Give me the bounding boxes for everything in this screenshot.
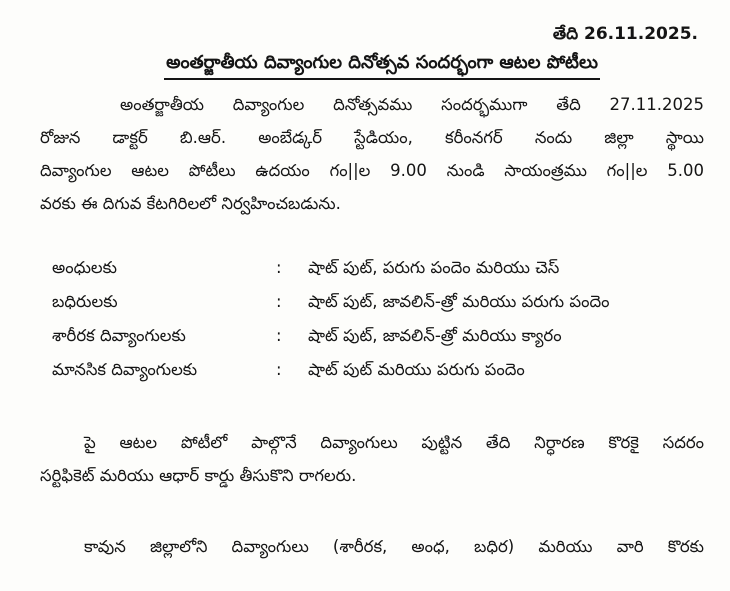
- note-paragraph: [40, 426, 704, 492]
- category-events: షాట్ పుట్, పరుగు పందెం మరియు చెస్: [308, 258, 560, 277]
- note-line: సర్టిఫికెట్ మరియు ఆధార్ కార్డు తీసుకొని రాగలరు.: [40, 466, 357, 485]
- document-title: [0, 52, 730, 80]
- category-list: [52, 258, 692, 394]
- category-colon: :: [276, 258, 282, 277]
- category-events: షాట్ పుట్, జావలిన్-త్రో మరియు క్యారం: [308, 326, 562, 345]
- intro-line: దివ్యాంగుల ఆటల పోటీలు ఉదయం గం||ల 9.00 నుండి సాయంత్రము గం||ల 5.00: [40, 161, 704, 180]
- category-name: బధిరులకు: [52, 292, 118, 311]
- intro-paragraph: [40, 88, 704, 220]
- intro-line: రోజున డాక్టర్ బి.ఆర్. అంబేడ్కర్ స్టేడియం, కరీంనగర్ నందు జిల్లా స్థాయి: [40, 128, 704, 147]
- closing-line: కావున జిల్లాలోని దివ్యాంగులు (శారీరక, అంధ, బధిర) మరియు వారి కొరకు: [84, 537, 704, 556]
- category-colon: :: [276, 360, 282, 379]
- category-row: [52, 258, 692, 292]
- category-events: షాట్ పుట్ మరియు పరుగు పందెం: [308, 360, 525, 379]
- category-events: షాట్ పుట్, జావలిన్-త్రో మరియు పరుగు పందెం: [308, 292, 610, 311]
- category-name: అంధులకు: [52, 258, 117, 277]
- category-name: శారీరక దివ్యాంగులకు: [52, 326, 186, 345]
- category-name: మానసిక దివ్యాంగులకు: [52, 360, 198, 379]
- category-row: [52, 326, 692, 360]
- intro-line: అంతర్జాతీయ దివ్యాంగుల దినోత్సవము సందర్భముగా తేది 27.11.2025: [120, 95, 704, 114]
- closing-paragraph: [40, 530, 704, 563]
- document-title-text: అంతర్జాతీయ దివ్యాంగుల దినోత్సవ సందర్భంగా ఆటల పోటీలు: [164, 52, 600, 80]
- document-date: తేది 26.11.2025.: [552, 24, 698, 44]
- note-line: పై ఆటల పోటీలో పాల్గొనే దివ్యాంగులు పుట్టిన తేది నిర్ధారణ కొరకై సదరం: [84, 433, 704, 452]
- category-row: [52, 292, 692, 326]
- category-colon: :: [276, 292, 282, 311]
- category-colon: :: [276, 326, 282, 345]
- category-row: [52, 360, 692, 394]
- intro-line: వరకు ఈ దిగువ కేటగిరిలలో నిర్వహించబడును.: [40, 194, 341, 213]
